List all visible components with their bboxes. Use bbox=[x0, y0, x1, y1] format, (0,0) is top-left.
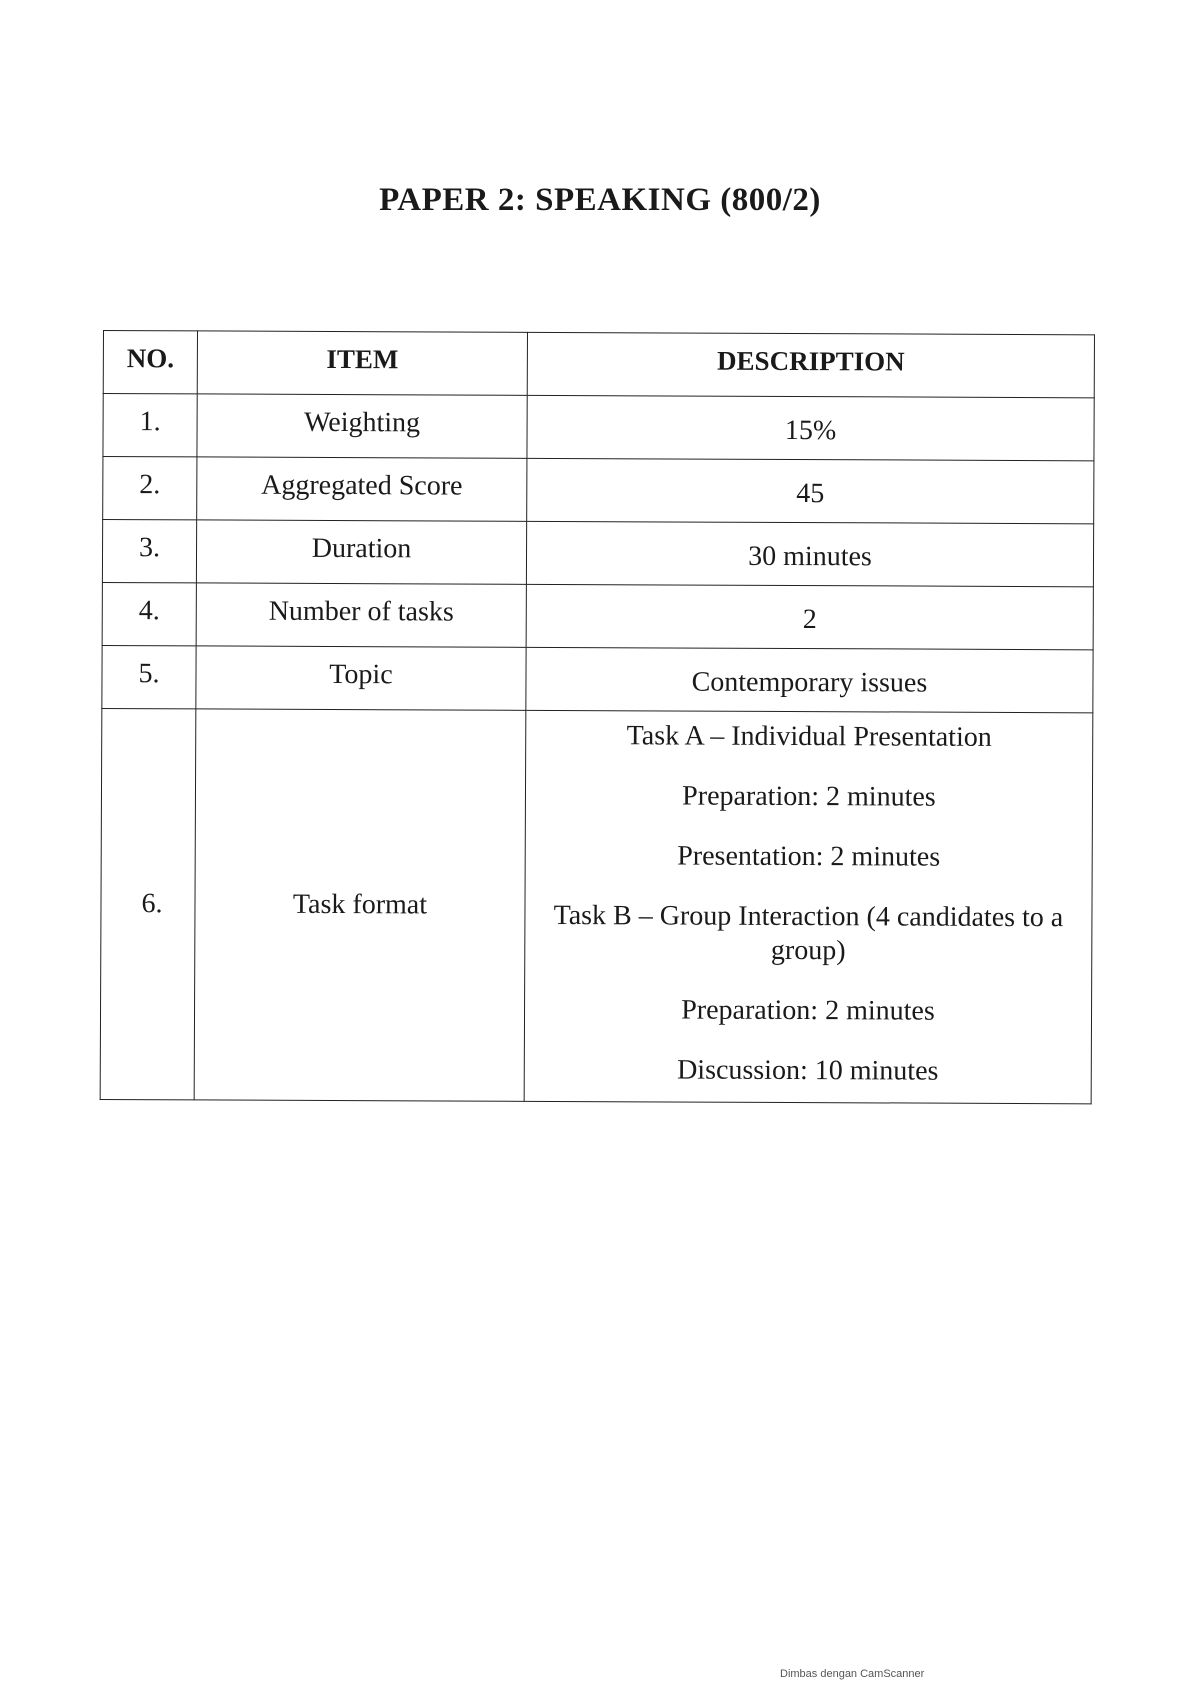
row-description: Contemporary issues bbox=[526, 647, 1093, 712]
row-item: Weighting bbox=[197, 394, 527, 458]
row-description: 45 bbox=[527, 458, 1094, 523]
row-number: 3. bbox=[102, 520, 196, 583]
scanner-watermark: Dimbas dengan CamScanner bbox=[780, 1668, 925, 1680]
table-row bbox=[103, 394, 1094, 461]
header-no: NO. bbox=[103, 331, 197, 394]
task-b-title: Task B – Group Interaction (4 candidates to a group) bbox=[553, 899, 1064, 967]
task-format-row bbox=[100, 708, 1093, 1103]
row-item: Aggregated Score bbox=[197, 457, 527, 521]
row-number: 4. bbox=[102, 582, 196, 645]
row-description: 2 bbox=[526, 584, 1093, 649]
row-item: Task format bbox=[194, 709, 526, 1101]
page-title: PAPER 2: SPEAKING (800/2) bbox=[379, 182, 821, 218]
table-row bbox=[102, 645, 1093, 712]
task-a-presentation: Presentation: 2 minutes bbox=[677, 840, 941, 873]
row-number: 2. bbox=[103, 457, 197, 520]
table-row bbox=[102, 520, 1093, 587]
row-item: Duration bbox=[196, 520, 526, 584]
task-b-discussion: Discussion: 10 minutes bbox=[677, 1054, 939, 1087]
row-description: 15% bbox=[527, 395, 1094, 460]
task-a-title: Task A – Individual Presentation bbox=[626, 720, 992, 753]
row-item: Number of tasks bbox=[196, 583, 526, 647]
task-format-description bbox=[524, 710, 1093, 1103]
task-a-preparation: Preparation: 2 minutes bbox=[682, 780, 936, 813]
task-b-preparation: Preparation: 2 minutes bbox=[681, 994, 935, 1027]
header-description: DESCRIPTION bbox=[527, 332, 1094, 397]
table-row bbox=[103, 457, 1094, 524]
header-item: ITEM bbox=[197, 331, 527, 395]
row-description: 30 minutes bbox=[526, 521, 1093, 586]
table-header-row bbox=[103, 331, 1094, 398]
row-number: 6. bbox=[100, 708, 196, 1099]
row-number: 1. bbox=[103, 394, 197, 457]
row-item: Topic bbox=[196, 646, 526, 710]
speaking-spec-table bbox=[100, 330, 1095, 1104]
table-row bbox=[102, 582, 1093, 649]
row-number: 5. bbox=[102, 645, 196, 708]
